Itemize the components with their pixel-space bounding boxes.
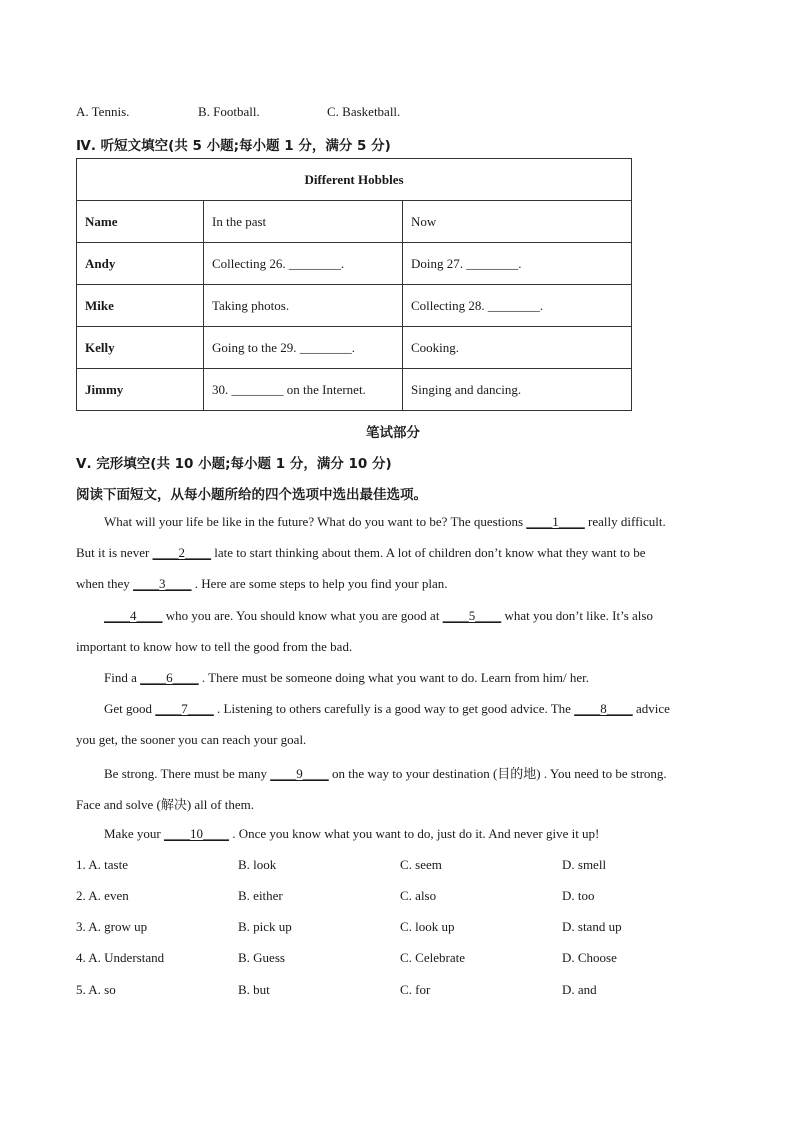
option-c: C. Celebrate <box>400 950 465 965</box>
option-a: 4. A. Understand <box>76 950 165 965</box>
option-b: B. Guess <box>238 950 285 965</box>
section-4-heading: Ⅳ. 听短文填空(共 5 小题;每小题 1 分，满分 5 分) <box>76 138 391 154</box>
cell-now: Singing and dancing. <box>403 369 632 411</box>
table-header-row <box>77 201 632 243</box>
passage-line: you get, the sooner you can reach your goal. <box>76 732 307 747</box>
passage-line: Get good ____7____ . Listening to others carefully is a good way to get good advice. The ____8____ advice <box>104 701 670 716</box>
cell-name: Andy <box>77 243 204 285</box>
passage-line: important to know how to tell the good from the bad. <box>76 639 353 654</box>
option-a: 3. A. grow up <box>76 919 148 934</box>
option-a: 1. A. taste <box>76 857 128 872</box>
blank-5: ____5____ <box>442 608 502 623</box>
option-a: 5. A. so <box>76 982 116 997</box>
option-c: C. look up <box>400 919 455 934</box>
table-title: Different Hobbles <box>77 159 632 201</box>
passage-line: But it is never ____2____ late to start thinking about them. A lot of children don’t know what they want to be <box>76 545 646 560</box>
cell-now: Cooking. <box>403 327 632 369</box>
blank-10: ____10____ <box>163 826 229 841</box>
option-a: A. Tennis. <box>76 104 130 119</box>
section-5-heading: Ⅴ. 完形填空(共 10 小题;每小题 1 分，满分 10 分) <box>76 456 392 472</box>
blank-7: ____7____ <box>155 701 214 716</box>
table-row <box>77 369 632 411</box>
blank-4: ____4____ <box>104 608 163 623</box>
passage-line: What will your life be like in the future? What do you want to be? The questions ____1____ really difficult. <box>104 514 666 529</box>
cell-name: Mike <box>77 285 204 327</box>
option-b: B. look <box>238 857 277 872</box>
option-c: C. Basketball. <box>327 104 401 119</box>
passage-line: Find a ____6____ . There must be someone doing what you want to do. Learn from him/ her. <box>104 670 590 685</box>
cell-name: Jimmy <box>77 369 204 411</box>
passage-line: Make your ____10____ . Once you know what you want to do, just do it. And never give it up! <box>104 826 600 841</box>
blank-3: ____3____ <box>133 576 192 591</box>
blank-1: ____1____ <box>526 514 585 529</box>
option-a: 2. A. even <box>76 888 129 903</box>
cell-now: Collecting 28. ________. <box>403 285 632 327</box>
cell-past: Collecting 26. ________. <box>204 243 403 285</box>
blank-8: ____8____ <box>574 701 633 716</box>
option-d: D. and <box>562 982 597 997</box>
passage-line: Face and solve (解决) all of them. <box>76 797 254 812</box>
option-b: B. either <box>238 888 283 903</box>
passage-line: when they ____3____ . Here are some steps to help you find your plan. <box>76 576 448 591</box>
table-row <box>77 327 632 369</box>
cell-now: Doing 27. ________. <box>403 243 632 285</box>
written-part-heading: 笔试部分 <box>366 425 420 441</box>
section-5-instruction: 阅读下面短文，从每小题所给的四个选项中选出最佳选项。 <box>76 487 427 503</box>
hobbies-table <box>76 158 632 411</box>
option-d: D. stand up <box>562 919 622 934</box>
header-now: Now <box>403 201 632 243</box>
option-d: D. smell <box>562 857 607 872</box>
option-c: C. also <box>400 888 437 903</box>
option-c: C. for <box>400 982 431 997</box>
option-b: B. pick up <box>238 919 292 934</box>
cell-name: Kelly <box>77 327 204 369</box>
cell-past: 30. ________ on the Internet. <box>204 369 403 411</box>
blank-6: ____6____ <box>140 670 199 685</box>
header-name: Name <box>77 201 204 243</box>
header-past: In the past <box>204 201 403 243</box>
passage-line: Be strong. There must be many ____9____ on the way to your destination (目的地) . You need to be strong. <box>104 766 667 781</box>
blank-2: ____2____ <box>152 545 212 560</box>
option-b: B. but <box>238 982 270 997</box>
table-row <box>77 243 632 285</box>
option-d: D. too <box>562 888 595 903</box>
cell-past: Taking photos. <box>204 285 403 327</box>
option-c: C. seem <box>400 857 442 872</box>
blank-9: ____9____ <box>270 766 329 781</box>
table-row <box>77 285 632 327</box>
option-b: B. Football. <box>198 104 260 119</box>
cell-past: Going to the 29. ________. <box>204 327 403 369</box>
option-d: D. Choose <box>562 950 617 965</box>
passage-line: ____4____ who you are. You should know what you are good at ____5____ what you don’t like. It’s also <box>104 608 653 623</box>
